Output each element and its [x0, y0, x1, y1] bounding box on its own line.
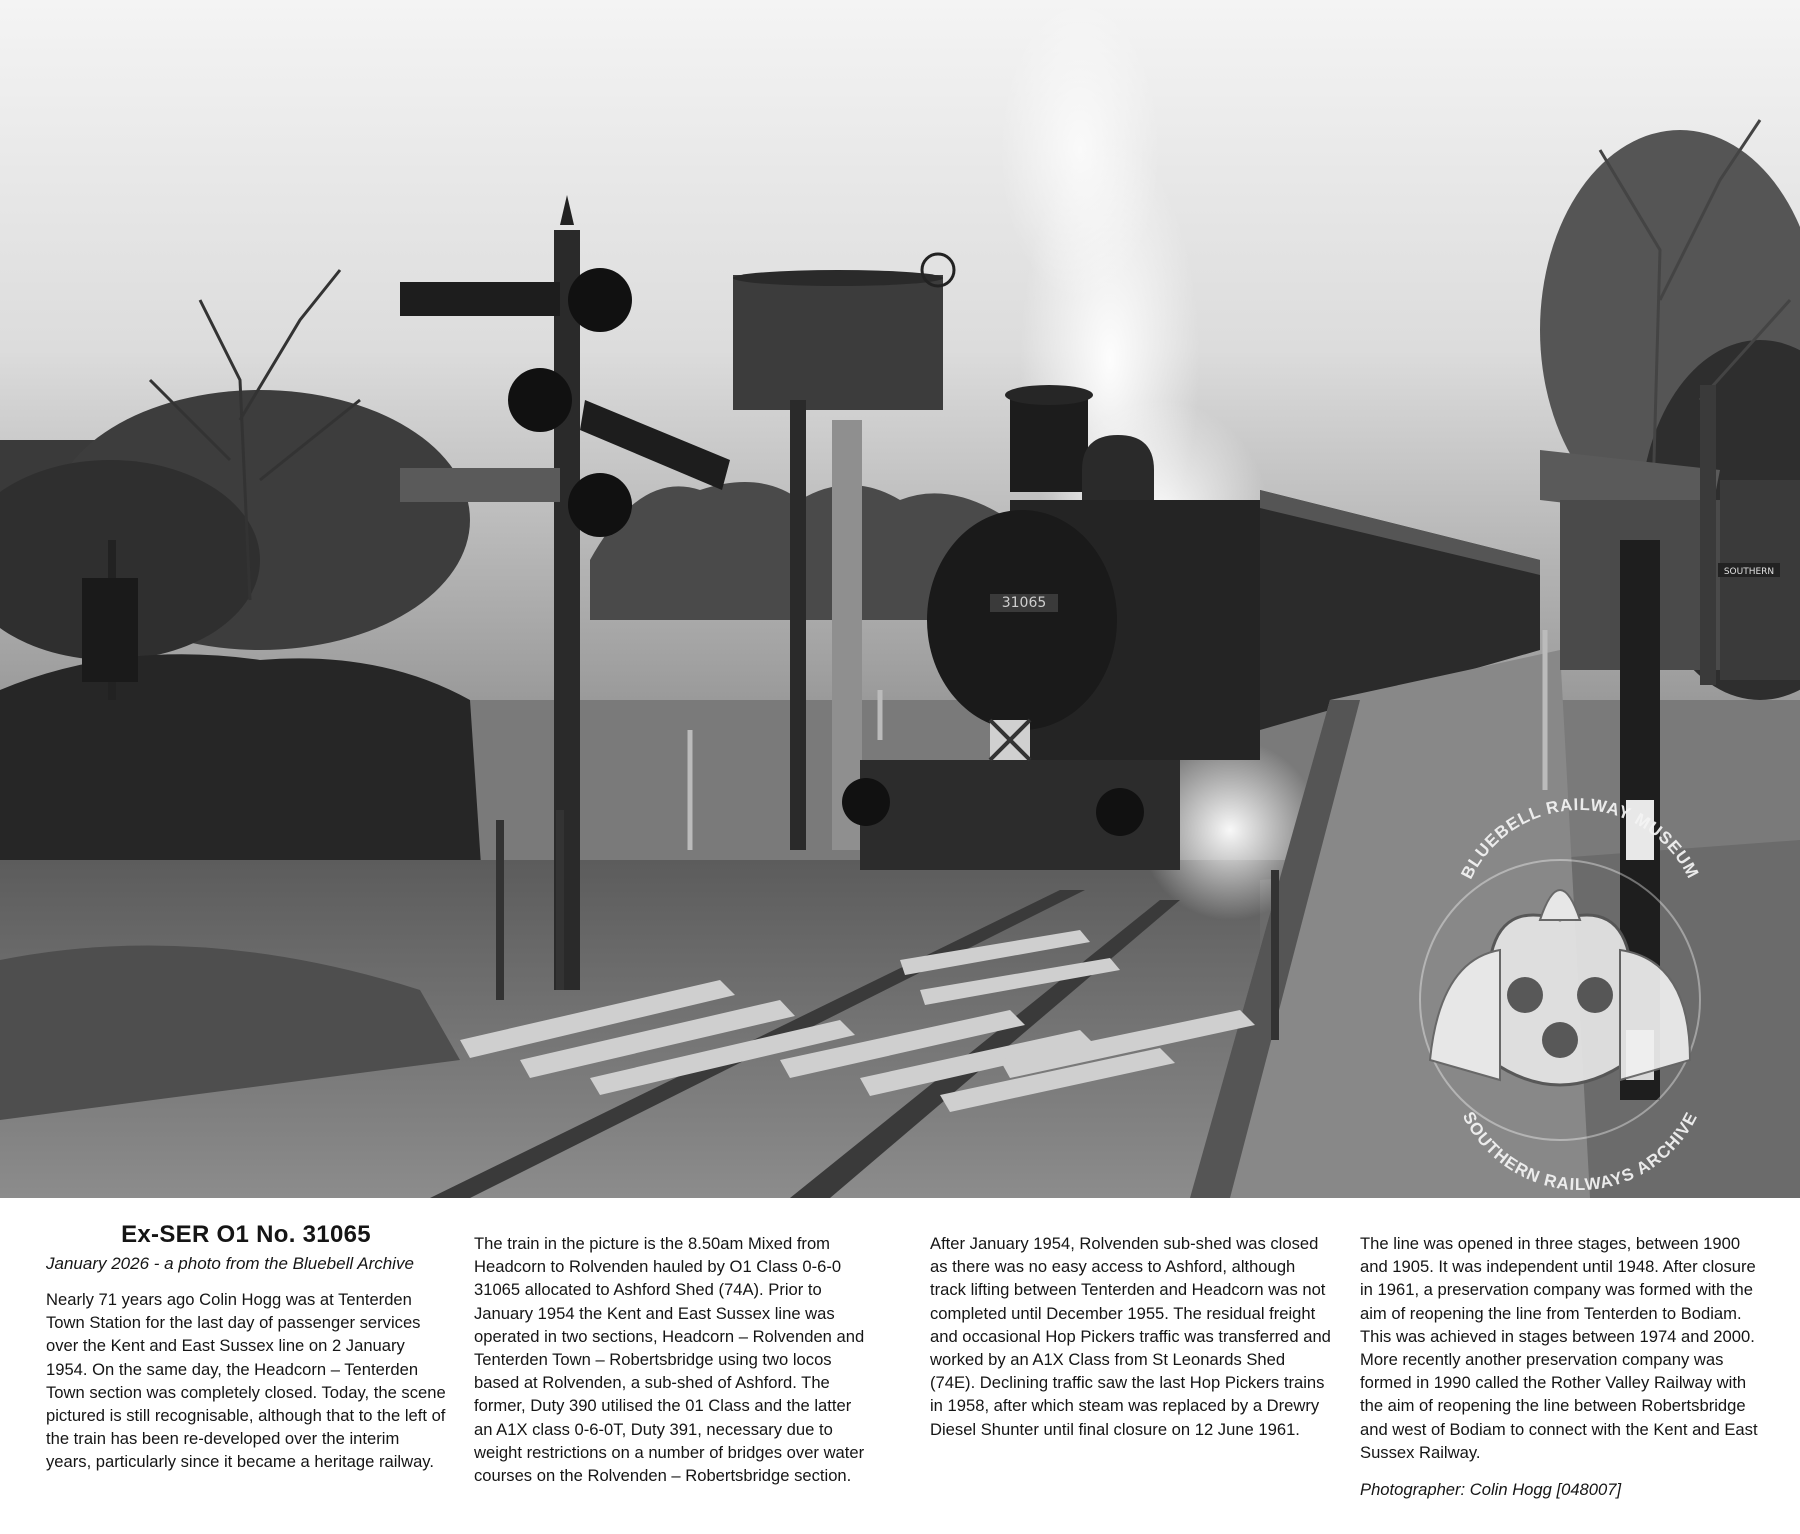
smokebox-number: 31065 [1001, 595, 1047, 611]
caption-column-1 [46, 1220, 446, 1474]
paragraph-3: After January 1954, Rolvenden sub-shed was closed as there was no easy access to Ashford, although track lifting between Tenterden and Headcorn was not completed until December 1955. The residual freight and occasional Hop Pickers traffic was transferred and worked by an A1X Class from St Leonards Shed (74E). Declining traffic saw the last Hop Pickers trains in 1958, after which steam was replaced by a Drewry Diesel Shunter until final closure on 12 June 1961. [930, 1234, 1331, 1439]
caption-column-3 [930, 1232, 1334, 1441]
paragraph-1: Nearly 71 years ago Colin Hogg was at Tenterden Town Station for the last day of passenger services over the Kent and East Sussex line on 2 January 1954. On the same day, the Headcorn – Tenterden Town section was completely closed. Today, the scene pictured is still recognisable, although that to the left of the train has been re-developed over the interim years, particularly since it became a heritage railway. [46, 1290, 446, 1472]
paragraph-2: The train in the picture is the 8.50am Mixed from Headcorn to Rolvenden hauled by O1 Class 0-6-0 31065 allocated to Ashford Shed (74A). Prior to January 1954 the Kent and East Sussex line was operated in two sections, Headcorn – Rolvenden and Tenterden Town – Robertsbridge using two locos based at Rolvenden, a sub-shed of Ashford. The former, Duty 390 utilised the 01 Class and the latter an A1X class 0-6-0T, Duty 391, necessary due to weight restrictions on a number of bridges over water courses on the Rolvenden – Robertsbridge section. [474, 1234, 865, 1486]
caption-column-4 [1360, 1232, 1764, 1501]
watermark-bottom-text: SOUTHERN RAILWAYS ARCHIVE [1458, 1108, 1702, 1195]
caption-column-2 [474, 1232, 874, 1487]
page-title: Ex-SER O1 No. 31065 [121, 1221, 371, 1248]
page-subtitle: January 2026 - a photo from the Bluebell Archive [46, 1254, 414, 1273]
paragraph-4: The line was opened in three stages, between 1900 and 1905. It was independent until 1948. After closure in 1961, a preservation company was formed with the aim of reopening the line from Tenterden to Bodiam. This was achieved in stages between 1974 and 2000. More recently another preservation company was formed in 1990 called the Rother Valley Railway with the aim of reopening the line between Robertsbridge and west of Bodiam to connect with the Kent and East Sussex Railway. [1360, 1234, 1758, 1462]
station-nameboard: SOUTHERN [1723, 567, 1775, 577]
watermark-top-text: BLUEBELL RAILWAY MUSEUM [1457, 794, 1703, 882]
caption-panel [0, 1198, 1800, 1534]
photographer-credit: Photographer: Colin Hogg [048007] [1360, 1480, 1622, 1500]
